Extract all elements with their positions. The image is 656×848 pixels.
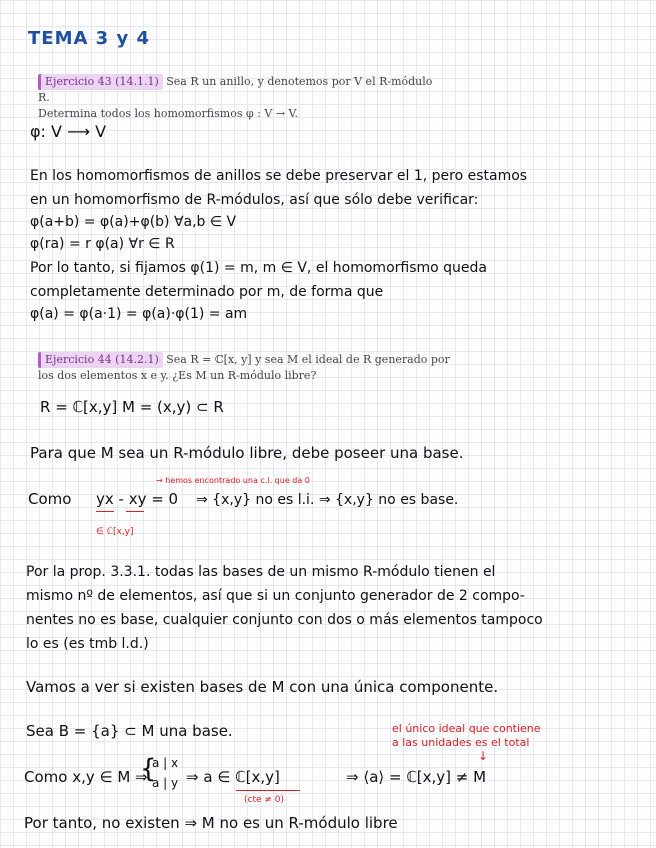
phi-definition: φ: V ⟶ V — [30, 122, 107, 141]
exercise-44-tag: Ejercicio 44 (14.2.1) — [38, 352, 163, 368]
a44-note-constant: (cte ≠ 0) — [244, 795, 285, 805]
a43-line5: Por lo tanto, si fijamos φ(1) = m, m ∈ V, el homomorfismo queda — [30, 260, 487, 276]
a44-para-line3: nentes no es base, cualquier conjunto con dos o más elementos tampoco — [26, 612, 543, 628]
red-note-line2: a las unidades es el total — [392, 736, 530, 749]
a43-line4: φ(ra) = r φ(a) ∀r ∈ R — [30, 236, 175, 252]
a44-line2: Para que M sea un R-módulo libre, debe poseer una base. — [30, 444, 464, 462]
a44-como2-ideal: ⇒ ⟨a⟩ = ℂ[x,y] ≠ M — [346, 768, 487, 786]
exercise-44-statement — [38, 352, 468, 384]
a44-line3: Vamos a ver si existen bases de M con una única componente. — [26, 678, 499, 696]
a44-note-cl: → hemos encontrado una c.l. que da 0 — [156, 476, 310, 485]
exercise-43-statement — [38, 74, 438, 122]
a43-line6: completamente determinado por m, de forma que — [30, 284, 384, 300]
a44-como2-label: Como x,y ∈ M ⇒ — [24, 768, 148, 786]
down-arrow-icon: ↓ — [478, 749, 489, 763]
exercise-43-line2: Determina todos los homomorfismos φ : V → V. — [38, 107, 299, 120]
a43-line7: φ(a) = φ(a·1) = φ(a)·φ(1) = am — [30, 306, 248, 322]
a44-final: Por tanto, no existen ⇒ M no es un R-módulo libre — [24, 814, 398, 832]
underline-yx — [96, 511, 114, 512]
a44-como1-label: Como — [28, 490, 72, 508]
a44-como1-equation: yx - xy = 0 — [96, 490, 179, 508]
brace-icon: { — [140, 754, 157, 784]
a44-line1: R = ℂ[x,y] M = (x,y) ⊂ R — [40, 398, 224, 416]
a44-como1-conclusion: ⇒ {x,y} no es l.i. ⇒ {x,y} no es base. — [196, 492, 459, 508]
a44-note-ring: ∈ ℂ[x,y] — [96, 527, 134, 537]
red-note-line1: el único ideal que contiene — [392, 722, 541, 735]
a44-como2-unit: ⇒ a ∈ ℂ[x,y] — [186, 768, 280, 786]
a44-como2-divides-y: a | y — [152, 776, 179, 790]
a44-line4: Sea B = {a} ⊂ M una base. — [26, 722, 233, 740]
exercise-43-tag: Ejercicio 43 (14.1.1) — [38, 74, 163, 90]
underline-xy — [126, 511, 144, 512]
a44-para-line2: mismo nº de elementos, así que si un conjunto generador de 2 compo- — [26, 588, 525, 604]
a43-line2: en un homomorfismo de R-módulos, así que sólo debe verificar: — [30, 192, 479, 208]
a44-como2-divides-x: a | x — [152, 756, 179, 770]
page-title: TEMA 3 y 4 — [28, 28, 150, 49]
a44-para-line1: Por la prop. 3.3.1. todas las bases de un mismo R-módulo tienen el — [26, 564, 496, 580]
exercise-44-line1: Sea R = ℂ[x, y] y sea M el ideal de R generado por — [166, 353, 450, 366]
a44-para-line4: lo es (es tmb l.d.) — [26, 636, 149, 652]
exercise-43-line1: Sea R un anillo, y denotemos por V el R-módulo R. — [38, 75, 433, 104]
a43-line1: En los homomorfismos de anillos se debe preservar el 1, pero estamos — [30, 168, 528, 184]
underline-unit — [236, 790, 300, 791]
a43-line3: φ(a+b) = φ(a)+φ(b) ∀a,b ∈ V — [30, 214, 237, 230]
exercise-44-line2: los dos elementos x e y. ¿Es M un R-módulo libre? — [38, 369, 317, 382]
